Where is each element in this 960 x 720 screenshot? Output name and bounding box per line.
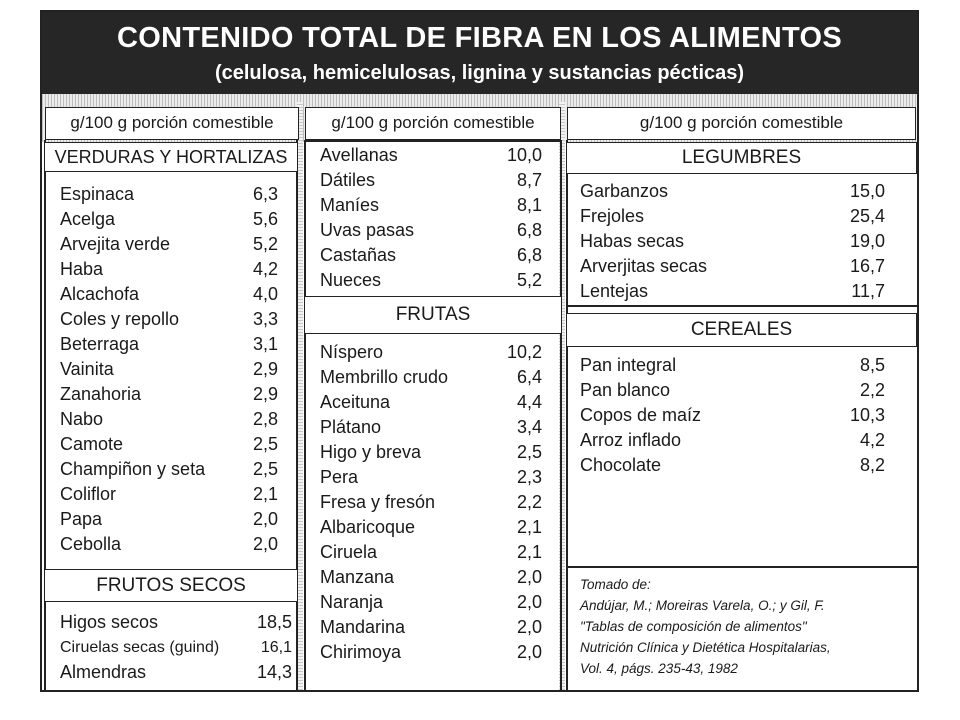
list-item (580, 279, 885, 304)
col3-left-border (566, 140, 568, 692)
item-name: Pan integral (580, 355, 677, 375)
item-value: 8,5 (859, 355, 885, 375)
table-title: CONTENIDO TOTAL DE FIBRA EN LOS ALIMENTOS (117, 22, 842, 54)
list-item (580, 403, 885, 428)
unit-label-col2: g/100 g porción comestible (305, 107, 561, 140)
item-value: 16,1 (260, 639, 292, 656)
list-item (60, 532, 278, 557)
item-value: 2,0 (516, 642, 542, 662)
source-line: "Tablas de composición de alimentos" (580, 619, 807, 634)
list-item (60, 482, 278, 507)
unit-label-col1: g/100 g porción comestible (45, 107, 299, 140)
item-name: Garbanzos (580, 181, 669, 201)
list-item (60, 282, 278, 307)
list-item (60, 432, 278, 457)
item-name: Champiñon y seta (60, 459, 206, 479)
table-header (42, 12, 917, 94)
item-name: Mandarina (320, 617, 406, 637)
unit-label-col3: g/100 g porción comestible (567, 107, 916, 140)
item-name: Almendras (60, 662, 147, 682)
list-item (320, 615, 542, 640)
item-name: Higo y breva (320, 442, 422, 462)
item-value: 6,8 (516, 245, 542, 265)
item-value: 2,0 (252, 534, 278, 554)
item-value: 18,5 (256, 612, 292, 632)
item-name: Vainita (60, 359, 114, 379)
item-value: 3,4 (516, 417, 542, 437)
item-name: Naranja (320, 592, 384, 612)
list-item (320, 268, 542, 293)
item-value: 2,1 (516, 542, 542, 562)
item-name: Nabo (60, 409, 104, 429)
item-value: 2,1 (516, 517, 542, 537)
item-name: Frejoles (580, 206, 645, 226)
list-item (580, 254, 885, 279)
section-title-cereales: CEREALES (566, 313, 917, 347)
item-name: Haba (60, 259, 104, 279)
list-item (320, 365, 542, 390)
item-value: 4,4 (516, 392, 542, 412)
item-name: Acelga (60, 209, 116, 229)
item-name: Dátiles (320, 170, 376, 190)
item-value: 8,7 (516, 170, 542, 190)
list-item (60, 307, 278, 332)
list-item (580, 453, 885, 478)
item-value: 10,2 (506, 342, 542, 362)
item-name: Papa (60, 509, 103, 529)
item-value: 4,2 (859, 430, 885, 450)
item-name: Fresa y fresón (320, 492, 436, 512)
item-name: Manzana (320, 567, 395, 587)
item-value: 3,3 (252, 309, 278, 329)
item-value: 6,8 (516, 220, 542, 240)
list-item (60, 635, 292, 660)
list-item (320, 390, 542, 415)
item-value: 2,9 (252, 359, 278, 379)
item-value: 15,0 (849, 181, 885, 201)
item-name: Níspero (320, 342, 384, 362)
source-line: Andújar, M.; Moreiras Varela, O.; y Gil, F. (580, 598, 825, 613)
item-name: Espinaca (60, 184, 135, 204)
item-value: 2,1 (252, 484, 278, 504)
source-top-line (566, 566, 917, 568)
list-item (320, 143, 542, 168)
item-name: Zanahoria (60, 384, 142, 404)
item-value: 2,9 (252, 384, 278, 404)
list-item (580, 378, 885, 403)
source-line: Nutrición Clínica y Dietética Hospitalarias, (580, 640, 831, 655)
item-name: Membrillo crudo (320, 367, 449, 387)
list-item (60, 182, 278, 207)
list-item (320, 490, 542, 515)
section-title-verduras: VERDURAS Y HORTALIZAS (44, 142, 298, 172)
item-name: Coles y repollo (60, 309, 180, 329)
list-item (320, 565, 542, 590)
list-item (580, 204, 885, 229)
item-name: Habas secas (580, 231, 685, 251)
list-item (320, 340, 542, 365)
list-item (320, 540, 542, 565)
list-item (320, 168, 542, 193)
list-item (60, 207, 278, 232)
item-value: 2,8 (252, 409, 278, 429)
item-name: Albaricoque (320, 517, 416, 537)
item-value: 2,5 (252, 459, 278, 479)
list-item (320, 218, 542, 243)
table-subtitle: (celulosa, hemicelulosas, lignina y sustancias pécticas) (214, 62, 745, 84)
item-value: 19,0 (849, 231, 885, 251)
section-title-legumbres: LEGUMBRES (566, 142, 917, 174)
item-value: 3,1 (252, 334, 278, 354)
list-item (60, 660, 292, 685)
item-name: Aceituna (320, 392, 391, 412)
item-name: Arverjitas secas (580, 256, 708, 276)
col2-top-line (304, 140, 560, 142)
item-name: Pera (320, 467, 359, 487)
item-value: 2,5 (252, 434, 278, 454)
list-item (60, 382, 278, 407)
item-value: 2,0 (516, 567, 542, 587)
item-name: Castañas (320, 245, 397, 265)
item-value: 8,1 (516, 195, 542, 215)
col1-right-border (296, 140, 298, 692)
source-line: Vol. 4, págs. 235-43, 1982 (580, 661, 738, 676)
item-value: 2,2 (516, 492, 542, 512)
list-item (580, 353, 885, 378)
col2-left-border (304, 140, 306, 692)
item-name: Maníes (320, 195, 380, 215)
list-item (60, 507, 278, 532)
item-value: 11,7 (851, 281, 885, 301)
list-item (320, 193, 542, 218)
item-value: 10,3 (849, 405, 885, 425)
list-item (320, 415, 542, 440)
list-item (320, 640, 542, 665)
item-name: Cebolla (60, 534, 122, 554)
item-name: Avellanas (320, 145, 398, 165)
list-item (320, 590, 542, 615)
item-value: 5,6 (252, 209, 278, 229)
item-value: 2,5 (516, 442, 542, 462)
item-value: 5,2 (252, 234, 278, 254)
item-value: 2,2 (859, 380, 885, 400)
item-value: 10,0 (506, 145, 542, 165)
item-value: 2,0 (252, 509, 278, 529)
item-value: 6,4 (516, 367, 542, 387)
item-value: 16,7 (849, 256, 885, 276)
item-name: Chocolate (580, 455, 662, 475)
list-item (320, 243, 542, 268)
col2-right-border (560, 140, 562, 692)
section-title-frutas: FRUTAS (304, 296, 562, 334)
item-name: Coliflor (60, 484, 117, 504)
item-value: 4,2 (252, 259, 278, 279)
item-name: Uvas pasas (320, 220, 415, 240)
legumbres-bottom-line (566, 305, 917, 307)
item-value: 8,2 (859, 455, 885, 475)
list-item (60, 457, 278, 482)
item-value: 14,3 (256, 662, 292, 682)
item-value: 4,0 (252, 284, 278, 304)
item-name: Copos de maíz (580, 405, 702, 425)
list-item (60, 232, 278, 257)
item-name: Camote (60, 434, 124, 454)
list-item (580, 229, 885, 254)
item-name: Arroz inflado (580, 430, 682, 450)
list-item (580, 179, 885, 204)
item-name: Higos secos (60, 612, 159, 632)
fiber-content-table (40, 10, 919, 692)
list-item (320, 440, 542, 465)
list-item (580, 428, 885, 453)
item-name: Chirimoya (320, 642, 402, 662)
item-name: Beterraga (60, 334, 140, 354)
col1-left-border (44, 140, 46, 692)
item-value: 2,3 (516, 467, 542, 487)
section-title-frutos-secos: FRUTOS SECOS (44, 569, 298, 602)
item-name: Alcachofa (60, 284, 140, 304)
list-item (60, 257, 278, 282)
item-name: Ciruelas secas (guind) (60, 639, 220, 656)
item-name: Pan blanco (580, 380, 671, 400)
list-item (60, 407, 278, 432)
source-line: Tomado de: (580, 577, 651, 592)
item-value: 25,4 (849, 206, 885, 226)
list-item (60, 332, 278, 357)
item-value: 2,0 (516, 592, 542, 612)
item-name: Plátano (320, 417, 382, 437)
item-value: 5,2 (516, 270, 542, 290)
item-value: 2,0 (516, 617, 542, 637)
list-item (320, 515, 542, 540)
item-name: Arvejita verde (60, 234, 171, 254)
item-name: Nueces (320, 270, 382, 290)
item-value: 6,3 (252, 184, 278, 204)
list-item (60, 357, 278, 382)
item-name: Lentejas (580, 281, 649, 301)
list-item (60, 610, 292, 635)
item-name: Ciruela (320, 542, 378, 562)
list-item (320, 465, 542, 490)
